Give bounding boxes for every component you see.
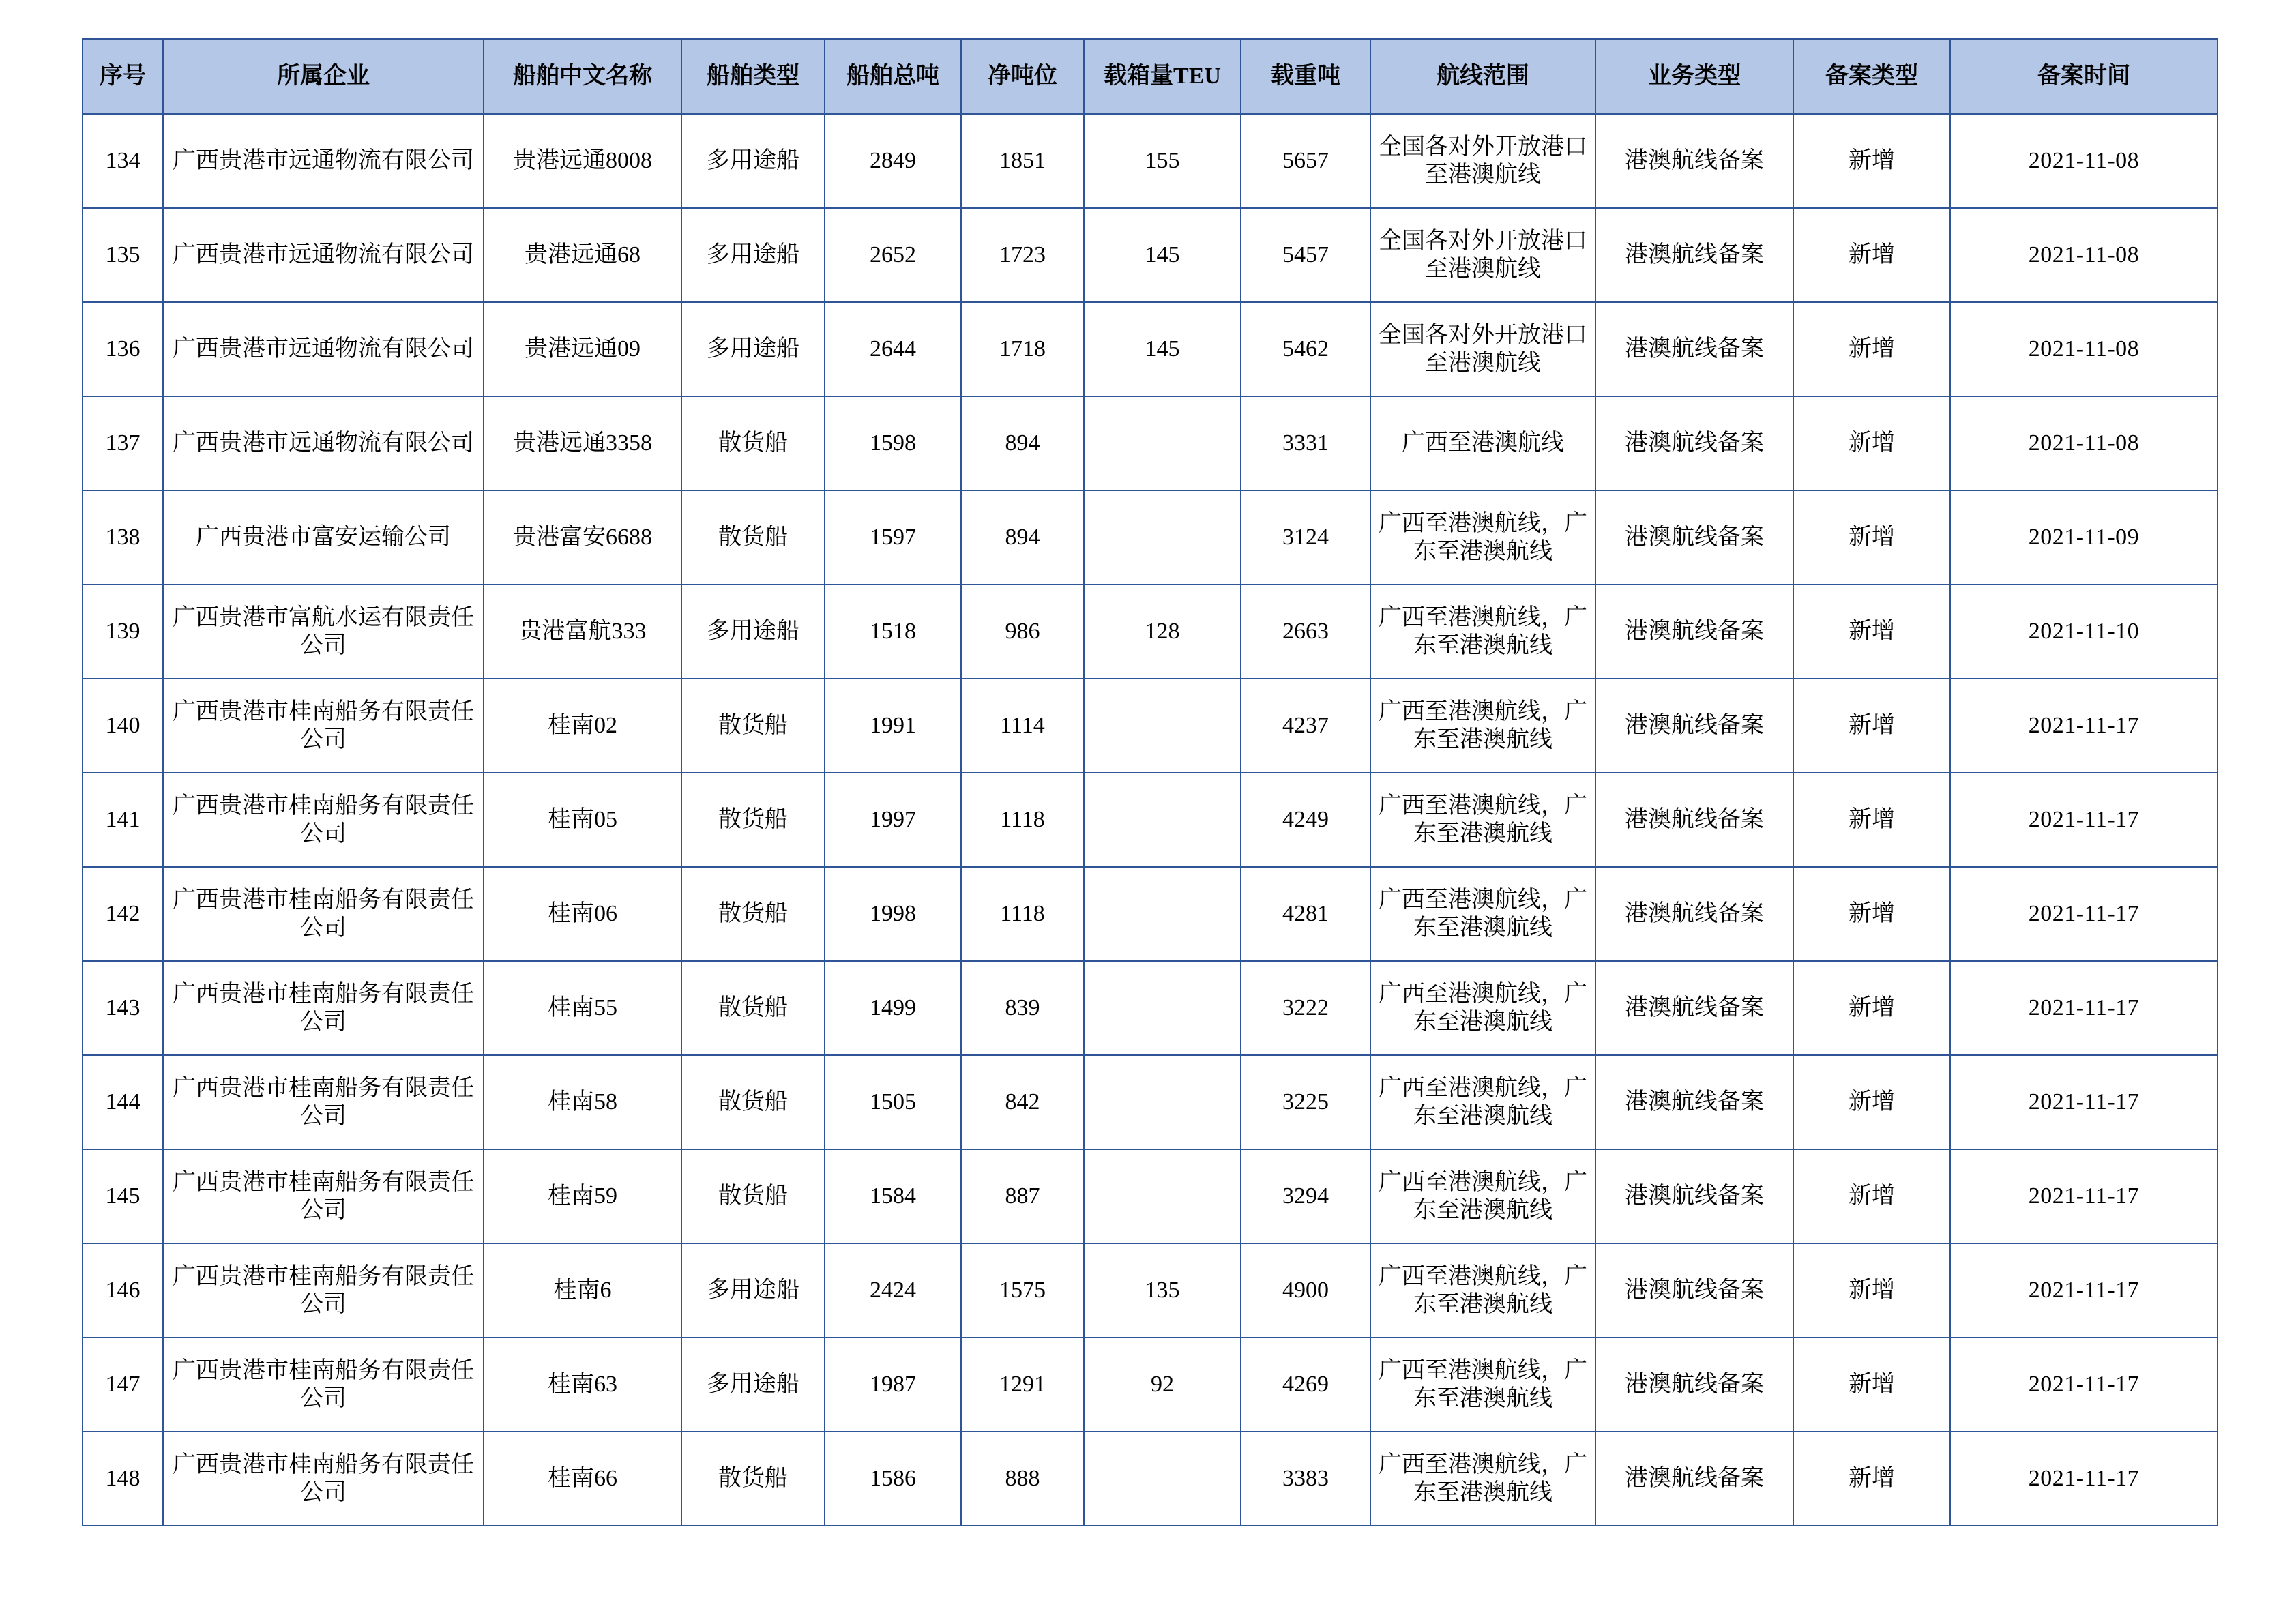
cell-index: 134 <box>83 114 163 208</box>
cell-net-tonnage: 1575 <box>961 1243 1084 1338</box>
cell-deadweight: 4237 <box>1241 679 1370 773</box>
cell-ship-name: 贵港富安6688 <box>484 490 681 585</box>
cell-teu <box>1084 773 1241 867</box>
cell-index: 145 <box>83 1149 163 1243</box>
cell-deadweight: 3225 <box>1241 1055 1370 1149</box>
cell-record-date: 2021-11-10 <box>1950 585 2218 679</box>
cell-ship-name: 桂南63 <box>484 1338 681 1432</box>
table-header-row <box>83 39 2218 114</box>
cell-company: 广西贵港市远通物流有限公司 <box>163 302 484 396</box>
cell-deadweight: 4900 <box>1241 1243 1370 1338</box>
cell-ship-type: 散货船 <box>681 490 825 585</box>
table-row <box>83 208 2218 302</box>
cell-route: 广西至港澳航线，广东至港澳航线 <box>1370 1149 1595 1243</box>
cell-record-date: 2021-11-17 <box>1950 1055 2218 1149</box>
cell-deadweight: 4281 <box>1241 867 1370 961</box>
cell-record-type: 新增 <box>1793 208 1950 302</box>
table-row <box>83 961 2218 1055</box>
cell-company: 广西贵港市桂南船务有限责任公司 <box>163 1432 484 1526</box>
table-row <box>83 114 2218 208</box>
cell-ship-name: 桂南58 <box>484 1055 681 1149</box>
cell-gross-tonnage: 1518 <box>825 585 961 679</box>
cell-teu: 128 <box>1084 585 1241 679</box>
cell-index: 146 <box>83 1243 163 1338</box>
table-row <box>83 302 2218 396</box>
cell-teu <box>1084 867 1241 961</box>
cell-deadweight: 3124 <box>1241 490 1370 585</box>
cell-gross-tonnage: 1991 <box>825 679 961 773</box>
cell-index: 147 <box>83 1338 163 1432</box>
column-header-deadweight: 载重吨 <box>1241 39 1370 114</box>
cell-route: 广西至港澳航线，广东至港澳航线 <box>1370 867 1595 961</box>
cell-index: 137 <box>83 396 163 490</box>
cell-net-tonnage: 1723 <box>961 208 1084 302</box>
cell-route: 广西至港澳航线，广东至港澳航线 <box>1370 1432 1595 1526</box>
cell-record-type: 新增 <box>1793 867 1950 961</box>
cell-record-type: 新增 <box>1793 396 1950 490</box>
cell-route: 广西至港澳航线，广东至港澳航线 <box>1370 1338 1595 1432</box>
cell-record-type: 新增 <box>1793 961 1950 1055</box>
cell-route: 广西至港澳航线 <box>1370 396 1595 490</box>
cell-ship-name: 贵港富航333 <box>484 585 681 679</box>
cell-teu: 92 <box>1084 1338 1241 1432</box>
cell-net-tonnage: 986 <box>961 585 1084 679</box>
cell-teu <box>1084 490 1241 585</box>
cell-deadweight: 3331 <box>1241 396 1370 490</box>
cell-company: 广西贵港市桂南船务有限责任公司 <box>163 679 484 773</box>
cell-net-tonnage: 1718 <box>961 302 1084 396</box>
cell-deadweight: 3222 <box>1241 961 1370 1055</box>
cell-gross-tonnage: 1987 <box>825 1338 961 1432</box>
column-header-route: 航线范围 <box>1370 39 1595 114</box>
cell-index: 135 <box>83 208 163 302</box>
cell-ship-name: 贵港远通09 <box>484 302 681 396</box>
table-row <box>83 679 2218 773</box>
cell-ship-type: 多用途船 <box>681 585 825 679</box>
cell-gross-tonnage: 1598 <box>825 396 961 490</box>
table-body <box>83 114 2218 1526</box>
column-header-record-type: 备案类型 <box>1793 39 1950 114</box>
cell-gross-tonnage: 1505 <box>825 1055 961 1149</box>
cell-record-date: 2021-11-17 <box>1950 1149 2218 1243</box>
cell-ship-type: 散货船 <box>681 1432 825 1526</box>
cell-route: 全国各对外开放港口至港澳航线 <box>1370 302 1595 396</box>
cell-company: 广西贵港市远通物流有限公司 <box>163 396 484 490</box>
cell-record-date: 2021-11-17 <box>1950 773 2218 867</box>
cell-teu <box>1084 396 1241 490</box>
cell-record-type: 新增 <box>1793 114 1950 208</box>
cell-ship-type: 多用途船 <box>681 1338 825 1432</box>
cell-ship-name: 贵港远通3358 <box>484 396 681 490</box>
cell-index: 148 <box>83 1432 163 1526</box>
cell-teu <box>1084 1432 1241 1526</box>
table-header <box>83 39 2218 114</box>
cell-gross-tonnage: 2849 <box>825 114 961 208</box>
cell-teu: 155 <box>1084 114 1241 208</box>
cell-ship-type: 散货船 <box>681 1055 825 1149</box>
cell-ship-name: 贵港远通8008 <box>484 114 681 208</box>
cell-record-type: 新增 <box>1793 773 1950 867</box>
cell-business-type: 港澳航线备案 <box>1595 867 1793 961</box>
cell-deadweight: 2663 <box>1241 585 1370 679</box>
cell-ship-type: 多用途船 <box>681 208 825 302</box>
cell-ship-name: 桂南05 <box>484 773 681 867</box>
cell-deadweight: 3294 <box>1241 1149 1370 1243</box>
column-header-gross-tonnage: 船舶总吨 <box>825 39 961 114</box>
column-header-ship-name: 船舶中文名称 <box>484 39 681 114</box>
cell-net-tonnage: 1851 <box>961 114 1084 208</box>
cell-record-type: 新增 <box>1793 1243 1950 1338</box>
cell-record-type: 新增 <box>1793 302 1950 396</box>
column-header-business-type: 业务类型 <box>1595 39 1793 114</box>
cell-net-tonnage: 1118 <box>961 867 1084 961</box>
cell-record-date: 2021-11-08 <box>1950 302 2218 396</box>
cell-record-type: 新增 <box>1793 1149 1950 1243</box>
cell-gross-tonnage: 1499 <box>825 961 961 1055</box>
cell-company: 广西贵港市富航水运有限责任公司 <box>163 585 484 679</box>
cell-ship-type: 多用途船 <box>681 302 825 396</box>
cell-company: 广西贵港市桂南船务有限责任公司 <box>163 1243 484 1338</box>
cell-gross-tonnage: 2652 <box>825 208 961 302</box>
cell-gross-tonnage: 2644 <box>825 302 961 396</box>
cell-ship-name: 贵港远通68 <box>484 208 681 302</box>
cell-business-type: 港澳航线备案 <box>1595 490 1793 585</box>
cell-route: 广西至港澳航线，广东至港澳航线 <box>1370 679 1595 773</box>
cell-net-tonnage: 839 <box>961 961 1084 1055</box>
cell-teu <box>1084 1149 1241 1243</box>
cell-record-type: 新增 <box>1793 490 1950 585</box>
cell-index: 140 <box>83 679 163 773</box>
cell-business-type: 港澳航线备案 <box>1595 1432 1793 1526</box>
cell-ship-type: 散货船 <box>681 867 825 961</box>
cell-net-tonnage: 1114 <box>961 679 1084 773</box>
cell-record-date: 2021-11-09 <box>1950 490 2218 585</box>
cell-record-date: 2021-11-17 <box>1950 867 2218 961</box>
cell-ship-type: 散货船 <box>681 396 825 490</box>
cell-ship-type: 散货船 <box>681 1149 825 1243</box>
cell-gross-tonnage: 1997 <box>825 773 961 867</box>
cell-deadweight: 4269 <box>1241 1338 1370 1432</box>
cell-gross-tonnage: 1998 <box>825 867 961 961</box>
cell-business-type: 港澳航线备案 <box>1595 1338 1793 1432</box>
cell-index: 139 <box>83 585 163 679</box>
cell-teu <box>1084 1055 1241 1149</box>
cell-record-type: 新增 <box>1793 585 1950 679</box>
cell-teu <box>1084 961 1241 1055</box>
cell-record-date: 2021-11-17 <box>1950 961 2218 1055</box>
cell-company: 广西贵港市桂南船务有限责任公司 <box>163 867 484 961</box>
cell-net-tonnage: 887 <box>961 1149 1084 1243</box>
column-header-net-tonnage: 净吨位 <box>961 39 1084 114</box>
cell-business-type: 港澳航线备案 <box>1595 302 1793 396</box>
cell-business-type: 港澳航线备案 <box>1595 961 1793 1055</box>
column-header-ship-type: 船舶类型 <box>681 39 825 114</box>
cell-deadweight: 5462 <box>1241 302 1370 396</box>
cell-route: 广西至港澳航线，广东至港澳航线 <box>1370 773 1595 867</box>
table-row <box>83 773 2218 867</box>
cell-net-tonnage: 894 <box>961 490 1084 585</box>
cell-net-tonnage: 1291 <box>961 1338 1084 1432</box>
cell-business-type: 港澳航线备案 <box>1595 679 1793 773</box>
cell-record-date: 2021-11-08 <box>1950 114 2218 208</box>
cell-net-tonnage: 842 <box>961 1055 1084 1149</box>
cell-business-type: 港澳航线备案 <box>1595 1055 1793 1149</box>
cell-record-type: 新增 <box>1793 1055 1950 1149</box>
cell-record-type: 新增 <box>1793 1432 1950 1526</box>
cell-route: 广西至港澳航线，广东至港澳航线 <box>1370 585 1595 679</box>
cell-route: 广西至港澳航线，广东至港澳航线 <box>1370 490 1595 585</box>
cell-teu: 145 <box>1084 302 1241 396</box>
cell-record-date: 2021-11-17 <box>1950 1432 2218 1526</box>
cell-gross-tonnage: 1586 <box>825 1432 961 1526</box>
cell-business-type: 港澳航线备案 <box>1595 585 1793 679</box>
cell-deadweight: 3383 <box>1241 1432 1370 1526</box>
table-row <box>83 1338 2218 1432</box>
cell-ship-name: 桂南66 <box>484 1432 681 1526</box>
cell-net-tonnage: 894 <box>961 396 1084 490</box>
table-row <box>83 1149 2218 1243</box>
cell-company: 广西贵港市桂南船务有限责任公司 <box>163 1338 484 1432</box>
cell-gross-tonnage: 2424 <box>825 1243 961 1338</box>
cell-company: 广西贵港市远通物流有限公司 <box>163 208 484 302</box>
column-header-company: 所属企业 <box>163 39 484 114</box>
cell-deadweight: 5457 <box>1241 208 1370 302</box>
table-row <box>83 1432 2218 1526</box>
cell-route: 全国各对外开放港口至港澳航线 <box>1370 114 1595 208</box>
cell-index: 143 <box>83 961 163 1055</box>
cell-record-date: 2021-11-17 <box>1950 1243 2218 1338</box>
cell-ship-type: 散货船 <box>681 773 825 867</box>
cell-business-type: 港澳航线备案 <box>1595 114 1793 208</box>
cell-index: 136 <box>83 302 163 396</box>
cell-route: 广西至港澳航线，广东至港澳航线 <box>1370 961 1595 1055</box>
cell-record-type: 新增 <box>1793 1338 1950 1432</box>
table-row <box>83 1243 2218 1338</box>
cell-index: 141 <box>83 773 163 867</box>
cell-deadweight: 5657 <box>1241 114 1370 208</box>
cell-deadweight: 4249 <box>1241 773 1370 867</box>
cell-ship-name: 桂南55 <box>484 961 681 1055</box>
cell-teu <box>1084 679 1241 773</box>
cell-ship-name: 桂南6 <box>484 1243 681 1338</box>
column-header-index: 序号 <box>83 39 163 114</box>
cell-net-tonnage: 888 <box>961 1432 1084 1526</box>
cell-record-date: 2021-11-08 <box>1950 208 2218 302</box>
cell-teu: 135 <box>1084 1243 1241 1338</box>
cell-teu: 145 <box>1084 208 1241 302</box>
ship-record-table <box>82 38 2218 1526</box>
cell-ship-name: 桂南06 <box>484 867 681 961</box>
cell-record-type: 新增 <box>1793 679 1950 773</box>
cell-index: 144 <box>83 1055 163 1149</box>
cell-ship-type: 散货船 <box>681 679 825 773</box>
cell-company: 广西贵港市桂南船务有限责任公司 <box>163 1055 484 1149</box>
cell-index: 138 <box>83 490 163 585</box>
cell-route: 广西至港澳航线，广东至港澳航线 <box>1370 1055 1595 1149</box>
cell-ship-type: 多用途船 <box>681 1243 825 1338</box>
cell-ship-name: 桂南59 <box>484 1149 681 1243</box>
cell-ship-type: 散货船 <box>681 961 825 1055</box>
cell-record-date: 2021-11-17 <box>1950 1338 2218 1432</box>
cell-record-date: 2021-11-08 <box>1950 396 2218 490</box>
cell-business-type: 港澳航线备案 <box>1595 208 1793 302</box>
table-row <box>83 867 2218 961</box>
table-row <box>83 585 2218 679</box>
cell-ship-name: 桂南02 <box>484 679 681 773</box>
table-row <box>83 396 2218 490</box>
cell-company: 广西贵港市桂南船务有限责任公司 <box>163 961 484 1055</box>
cell-net-tonnage: 1118 <box>961 773 1084 867</box>
cell-gross-tonnage: 1584 <box>825 1149 961 1243</box>
cell-ship-type: 多用途船 <box>681 114 825 208</box>
cell-company: 广西贵港市远通物流有限公司 <box>163 114 484 208</box>
cell-business-type: 港澳航线备案 <box>1595 1149 1793 1243</box>
cell-company: 广西贵港市富安运输公司 <box>163 490 484 585</box>
table-row <box>83 1055 2218 1149</box>
cell-company: 广西贵港市桂南船务有限责任公司 <box>163 1149 484 1243</box>
cell-business-type: 港澳航线备案 <box>1595 1243 1793 1338</box>
cell-business-type: 港澳航线备案 <box>1595 773 1793 867</box>
column-header-record-date: 备案时间 <box>1950 39 2218 114</box>
cell-index: 142 <box>83 867 163 961</box>
table-row <box>83 490 2218 585</box>
cell-route: 广西至港澳航线，广东至港澳航线 <box>1370 1243 1595 1338</box>
cell-record-date: 2021-11-17 <box>1950 679 2218 773</box>
cell-gross-tonnage: 1597 <box>825 490 961 585</box>
cell-business-type: 港澳航线备案 <box>1595 396 1793 490</box>
cell-company: 广西贵港市桂南船务有限责任公司 <box>163 773 484 867</box>
column-header-teu: 载箱量TEU <box>1084 39 1241 114</box>
cell-route: 全国各对外开放港口至港澳航线 <box>1370 208 1595 302</box>
